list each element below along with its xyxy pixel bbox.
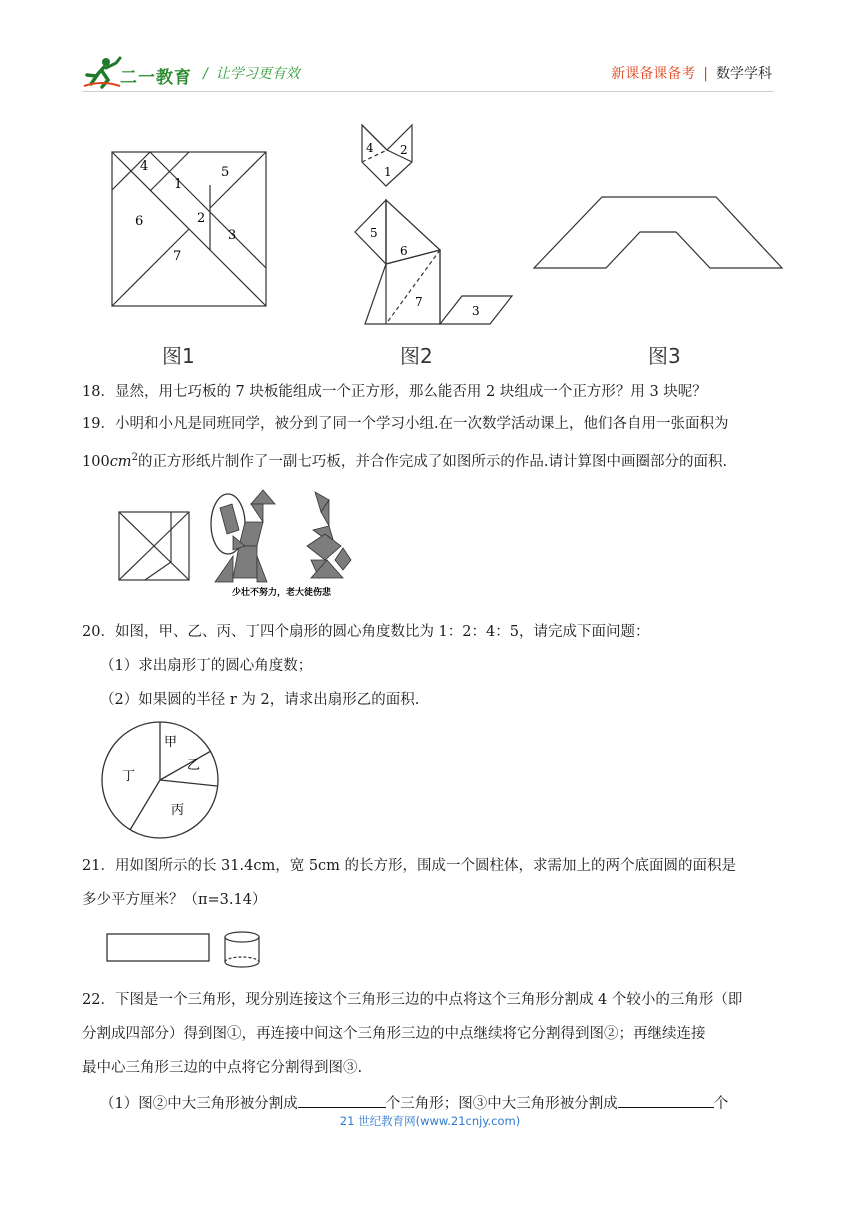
question-21-line2: 多少平方厘米？（π=3.14）: [82, 892, 267, 908]
header-right: [611, 63, 772, 83]
q21-rectangle: [107, 934, 209, 961]
question-22-line1: 22．下图是一个三角形，现分别连接这个三角形三边的中点将这个三角形分割成 4 个较小的三角形（即: [82, 992, 743, 1008]
fig1-num-5: 5: [221, 165, 230, 180]
tangram-figure-3: [530, 190, 790, 275]
fig2-num-7: 7: [415, 295, 423, 309]
question-20-part1: （1）求出扇形丁的圆心角度数；: [100, 658, 313, 674]
q21-cylinder: [225, 932, 259, 967]
fig1-num-3: 3: [228, 228, 237, 243]
slogan-slash: /: [203, 66, 208, 82]
fig2-num-2: 2: [400, 143, 408, 157]
fig2-num-3: 3: [472, 304, 480, 318]
fig2-num-1: 1: [384, 165, 392, 179]
question-20-part2: （2）如果圆的半径 r 为 2，请求出扇形乙的面积.: [100, 692, 420, 708]
sector-yi: 乙: [187, 758, 201, 773]
tangram-figure-1: [110, 150, 270, 310]
logo-text: 二一教育: [120, 68, 192, 88]
question-19-line1: 19．小明和小凡是同班同学，被分到了同一个学习小组.在一次数学活动课上，他们各自用一张面积为: [82, 416, 729, 432]
header-separator: |: [703, 66, 708, 82]
sector-ding: 丁: [122, 769, 136, 784]
q19-rest: 的正方形纸片制作了一副七巧板，并合作完成了如图所示的作品.请计算图中画圈部分的面积.: [137, 453, 728, 470]
q19-number: 100: [82, 453, 110, 470]
subject-label: 数学学科: [716, 66, 772, 82]
q19-unit-sup: 2: [131, 452, 138, 463]
question-22-part1: [100, 1092, 728, 1114]
sector-jia: 甲: [164, 735, 178, 750]
logo-runner-icon: [82, 56, 122, 90]
fig2-num-6: 6: [400, 244, 408, 258]
q22-part1-a: （1）图②中大三角形被分割成: [100, 1096, 298, 1112]
q19-caption: 少壮不努力，老大徒伤悲: [232, 588, 332, 598]
fig1-label: 图1: [162, 344, 195, 368]
question-19-line2: [82, 448, 727, 472]
question-22-line2: 分割成四部分）得到图①，再连接中间这个三角形三边的中点继续将它分割得到图②；再继续连接: [82, 1026, 706, 1042]
q21-figures: [105, 928, 265, 968]
slogan-text: 让学习更有效: [215, 66, 300, 82]
question-18: 18．显然，用七巧板的 7 块板能组成一个正方形，那么能否用 2 块组成一个正方形？用 3 块呢？: [82, 384, 707, 400]
fig2-label: 图2: [400, 344, 433, 368]
fig2-num-4: 4: [366, 141, 374, 155]
fig1-num-4: 4: [140, 159, 149, 174]
q20-pie-figure: [98, 718, 222, 842]
fig1-num-2: 2: [197, 211, 206, 226]
q22-answer-blank-1[interactable]: [298, 1092, 386, 1108]
q19-unit: cm: [109, 453, 132, 470]
q19-square-tangram: [119, 512, 189, 580]
q22-part1-c: 个: [713, 1096, 729, 1112]
q19-figures: [115, 486, 375, 598]
fig3-label: 图3: [648, 344, 681, 368]
q22-answer-blank-2[interactable]: [618, 1092, 714, 1108]
sector-bing: 丙: [171, 803, 185, 818]
tangram-figure-2: [350, 122, 520, 332]
header: [0, 0, 860, 95]
header-rule: [82, 91, 774, 92]
fig2-num-5: 5: [370, 226, 378, 240]
question-22-line3: 最中心三角形三边的中点将它分割得到图③.: [82, 1060, 363, 1076]
exam-label: 新课备课备考: [611, 66, 696, 82]
question-21-line1: 21．用如图所示的长 31.4cm，宽 5cm 的长方形，围成一个圆柱体，求需加上的两个底面圆的面积是: [82, 858, 737, 874]
q22-part1-b: 个三角形；图③中大三角形被分割成: [385, 1096, 618, 1112]
fig1-num-1: 1: [174, 177, 183, 192]
fig1-num-6: 6: [135, 214, 144, 229]
slogan: [203, 63, 300, 83]
fig1-num-7: 7: [173, 249, 182, 264]
question-20-line1: 20．如图，甲、乙、丙、丁四个扇形的圆心角度数比为 1：2：4：5，请完成下面问题：: [82, 624, 650, 640]
footer: 21 世纪教育网(www.21cnjy.com): [339, 1114, 521, 1128]
